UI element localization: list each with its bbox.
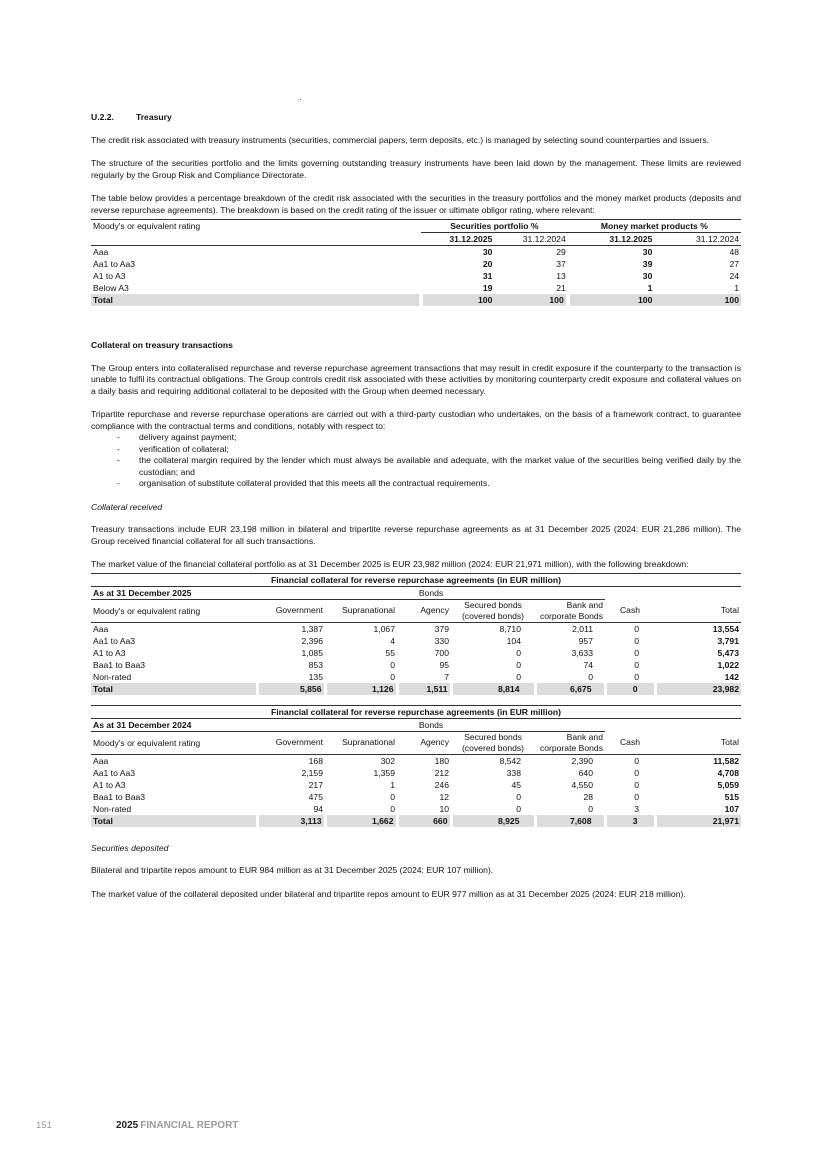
table-cell: 1	[390, 779, 395, 790]
as-at-label: As at 31 December 2025	[91, 586, 257, 599]
total-value: 1,126	[325, 683, 397, 695]
table-cell: 0	[634, 791, 639, 802]
rating-value: 21	[556, 283, 566, 293]
rating-label: A1 to A3	[93, 647, 126, 658]
collateral-table	[91, 705, 741, 827]
rating-value: 30	[482, 247, 493, 257]
table-cell: 0	[516, 791, 521, 802]
total-value: 23,982	[655, 683, 741, 695]
table-cell: 74	[583, 659, 593, 670]
table-cell: 135	[308, 671, 323, 682]
table-row	[91, 791, 741, 803]
table-row	[91, 659, 741, 671]
table-cell: 0	[634, 779, 639, 790]
rating-label: A1 to A3	[93, 779, 126, 790]
rating-value: 48	[729, 247, 739, 257]
rating-value: 37	[556, 259, 566, 269]
column-header: Agency	[420, 605, 449, 615]
table-cell: 0	[634, 659, 639, 670]
table-cell: 12	[439, 791, 449, 802]
rating-table	[91, 219, 741, 306]
table-row	[91, 258, 741, 270]
total-label: Total	[91, 815, 257, 827]
table-cell: 4	[390, 635, 395, 646]
table-cell: 0	[516, 647, 521, 658]
total-row	[91, 815, 741, 827]
paragraph: Tripartite repurchase and reverse repurchase operations are carried out with a third-party custodian who undertakes, on the basis of a framework contract, to guarantee compliance with the contractual terms and conditions, notably with respect to:	[91, 409, 741, 431]
rating-value: 27	[729, 259, 739, 269]
total-value: 100	[654, 294, 741, 306]
table-cell: 1,085	[301, 647, 323, 658]
rating-label: Aa1 to Aa3	[93, 767, 136, 778]
paragraph: The market value of the financial collateral portfolio as at 31 December 2025 is EUR 23,982 million (2024: EUR 21,971 million), with the following breakdown:	[91, 559, 689, 569]
rating-value: 31	[482, 271, 493, 281]
rating-value: 20	[482, 259, 493, 269]
table-cell: 0	[634, 755, 639, 766]
table-cell: 1,067	[373, 623, 395, 634]
table-cell: 957	[578, 635, 593, 646]
total-value: 100	[421, 294, 494, 306]
paragraph: The structure of the securities portfolio and the limits governing outstanding treasury instruments have been laid down by the management. These limits are reviewed regularly by the Group Risk and Compliance Directorate.	[91, 158, 741, 180]
table-cell: 2,011	[572, 623, 593, 634]
table-cell: 107	[724, 803, 739, 814]
table-cell: 2,390	[571, 755, 593, 766]
column-header: Bank and corporate Bonds	[539, 731, 603, 753]
paragraph: Treasury transactions include EUR 23,198 million in bilateral and tripartite reverse repurchase agreements as at 31 December 2025 (2024: EUR 21,286 million). The Group received financial collateral for all such transactions.	[91, 524, 741, 546]
total-value: 8,814	[451, 683, 535, 695]
table-row	[91, 754, 741, 767]
table-cell: 28	[583, 791, 593, 802]
table-row	[91, 282, 741, 294]
year-header: 31.12.2024	[522, 234, 566, 244]
paragraph: The market value of the collateral deposited under bilateral and tripartite repos amount to EUR 977 million as at 31 December 2025 (2024: EUR 218 million).	[91, 888, 686, 899]
page-number: 151	[36, 1120, 52, 1131]
column-header: Cash	[619, 737, 641, 748]
table-cell: 212	[434, 767, 449, 778]
total-label: Total	[91, 294, 421, 306]
paragraph: The table below provides a percentage breakdown of the credit risk associated with the securities in the treasury portfolios and the money market products (deposits and reverse repurchase agreements). The breakdown is based on the credit rating of the issuer or ultimate obligor rating, where relevant:	[91, 193, 741, 215]
money-market-group-header: Money market products %	[568, 220, 741, 233]
table-cell: 0	[390, 803, 395, 814]
conditions-list	[91, 432, 741, 490]
rating-label: Baa1 to Baa3	[93, 791, 146, 802]
table-title: Financial collateral for reverse repurchase agreements (in EUR million)	[271, 706, 561, 717]
paragraph: Bilateral and tripartite repos amount to EUR 984 million as at 31 December 2025 (2024: EUR 107 million).	[91, 865, 494, 875]
table-cell: 104	[506, 635, 521, 646]
rating-label: Aa1 to Aa3	[93, 259, 136, 269]
total-value: 0	[605, 683, 655, 695]
table-cell: 4,708	[717, 767, 739, 778]
table-cell: 5,473	[717, 647, 739, 658]
table-cell: 0	[390, 791, 395, 802]
column-header: Cash	[619, 605, 641, 616]
rating-label: Aa1 to Aa3	[93, 635, 136, 646]
total-value: 3	[605, 815, 655, 827]
total-value: 1,662	[325, 815, 397, 827]
column-header: Secured bonds (covered bonds)	[461, 731, 525, 753]
column-header: Bank and corporate Bonds	[539, 599, 603, 621]
table-cell: 5,059	[717, 779, 739, 790]
table-cell: 515	[724, 791, 739, 802]
table-cell: 330	[434, 635, 449, 646]
report-year: 2025	[116, 1120, 139, 1131]
column-header: Total	[720, 604, 739, 615]
securities-group-header: Securities portfolio %	[421, 220, 568, 233]
total-value: 5,856	[257, 683, 325, 695]
total-value: 8,925	[451, 815, 535, 827]
total-value: 3,113	[257, 815, 325, 827]
total-value: 100	[568, 294, 655, 306]
column-header: Supranational	[341, 605, 395, 615]
rating-label-header: Moody's or equivalent rating	[93, 605, 201, 616]
rating-label: Aaa	[93, 623, 109, 634]
list-item: - organisation of substitute collateral provided that this meets all the contractual requirements.	[91, 478, 741, 490]
rating-label: Aaa	[93, 247, 109, 257]
table-cell: 94	[313, 803, 323, 814]
total-value: 6,675	[535, 683, 605, 695]
table-cell: 0	[516, 671, 521, 682]
collateral-heading: Collateral on treasury transactions	[91, 340, 233, 350]
table-cell: 0	[634, 623, 639, 634]
table-cell: 0	[516, 803, 521, 814]
table-row	[91, 803, 741, 815]
table-cell: 1,022	[717, 659, 739, 670]
table-cell: 8,710	[499, 623, 521, 634]
table-cell: 1,387	[301, 623, 323, 634]
table-cell: 7	[444, 671, 449, 682]
rating-value: 19	[482, 283, 493, 293]
table-cell: 0	[634, 671, 639, 682]
table-row	[91, 671, 741, 683]
table-cell: 338	[506, 767, 521, 778]
year-header: 31.12.2025	[609, 234, 653, 244]
column-header: Government	[275, 605, 323, 615]
table-cell: 700	[434, 647, 449, 658]
table-cell: 8,542	[499, 755, 521, 766]
rating-value: 1	[734, 283, 739, 293]
table-title: Financial collateral for reverse repurchase agreements (in EUR million)	[271, 574, 561, 585]
table-cell: 180	[434, 755, 449, 766]
rating-label: Non-rated	[93, 671, 132, 682]
section-heading	[91, 112, 741, 124]
collateral-table	[91, 573, 741, 695]
report-name: FINANCIAL REPORT	[140, 1120, 239, 1131]
total-label: Total	[91, 683, 257, 695]
total-value: 100	[494, 294, 567, 306]
table-cell: 4,550	[571, 779, 593, 790]
table-cell: 475	[308, 791, 323, 802]
rating-value: 24	[729, 271, 739, 281]
total-row	[91, 683, 741, 695]
rating-label: A1 to A3	[93, 271, 126, 281]
table-cell: 640	[578, 767, 593, 778]
table-cell: 13,554	[712, 623, 739, 634]
collateral-tables	[91, 573, 741, 827]
column-header: Agency	[420, 737, 449, 747]
collateral-received-heading: Collateral received	[91, 501, 163, 512]
list-item: - the collateral margin required by the lender which must always be available and adequate, with the market value of the securities being verified daily by the custodian; and	[91, 455, 741, 478]
table-cell: 217	[308, 779, 323, 790]
total-value: 21,971	[655, 815, 741, 827]
table-cell: 3,633	[571, 647, 593, 658]
rating-value: 1	[647, 283, 653, 293]
securities-deposited-heading: Securities deposited	[91, 842, 169, 853]
total-value: 660	[397, 815, 451, 827]
table-cell: 2,396	[301, 635, 323, 646]
table-cell: 10	[439, 803, 449, 814]
rating-value: 29	[556, 247, 566, 257]
stray-dot	[300, 99, 301, 100]
paragraph: The credit risk associated with treasury instruments (securities, commercial papers, term deposits, etc.) is managed by selecting sound counterparties and issuers.	[91, 134, 710, 145]
table-row	[91, 622, 741, 635]
table-cell: 0	[588, 671, 593, 682]
bonds-group-header: Bonds	[257, 586, 605, 599]
page-content	[91, 112, 741, 912]
table-cell: 246	[434, 779, 449, 790]
paragraph: The Group enters into collateralised repurchase and reverse repurchase agreement transactions that may result in credit exposure if the counterparty to the transaction is unable to fulfil its contractual obligations. The Group controls credit risk associated with these activities by monitoring counterparty credit exposure and collateral values on a daily basis and requiring additional collateral to be deposited with the Group when deemed necessary.	[91, 362, 741, 396]
table-cell: 853	[308, 659, 323, 670]
rating-value: 13	[556, 271, 566, 281]
column-header: Total	[720, 736, 739, 747]
table-cell: 142	[724, 671, 739, 682]
table-cell: 95	[439, 659, 449, 670]
table-cell: 0	[390, 671, 395, 682]
table-cell: 0	[516, 659, 521, 670]
table-cell: 3	[634, 803, 639, 814]
table-cell: 55	[385, 647, 395, 658]
total-value: 7,608	[535, 815, 605, 827]
rating-label: Baa1 to Baa3	[93, 659, 146, 670]
year-header: 31.12.2024	[695, 234, 739, 244]
column-header: Government	[275, 737, 323, 747]
table-row	[91, 270, 741, 282]
table-cell: 0	[634, 647, 639, 658]
table-cell: 0	[390, 659, 395, 670]
rating-value: 39	[642, 259, 653, 269]
table-cell: 3,791	[717, 635, 739, 646]
table-cell: 168	[308, 755, 323, 766]
table-row	[91, 635, 741, 647]
table-cell: 11,582	[713, 755, 739, 766]
section-title: Treasury	[135, 112, 172, 122]
as-at-label: As at 31 December 2024	[91, 718, 257, 731]
table-cell: 379	[434, 623, 449, 634]
table-row	[91, 767, 741, 779]
column-header: Supranational	[341, 737, 395, 747]
table-cell: 0	[588, 803, 593, 814]
rating-label: Non-rated	[93, 803, 132, 814]
rating-label-header: Moody's or equivalent rating	[93, 737, 201, 748]
table-row	[91, 647, 741, 659]
total-value: 1,511	[397, 683, 451, 695]
table-cell: 2,159	[301, 767, 323, 778]
list-item: - verification of collateral;	[91, 444, 741, 456]
table-cell: 45	[511, 779, 521, 790]
page-footer	[36, 1120, 238, 1131]
rating-label: Aaa	[93, 755, 109, 766]
table-cell: 302	[380, 755, 395, 766]
year-header: 31.12.2025	[449, 234, 493, 244]
column-header: Secured bonds (covered bonds)	[461, 599, 525, 621]
bonds-group-header: Bonds	[257, 718, 605, 731]
list-item: - delivery against payment;	[91, 432, 741, 444]
table-cell: 0	[634, 635, 639, 646]
rating-value: 30	[642, 271, 653, 281]
table-row	[91, 246, 741, 259]
table-cell: 0	[634, 767, 639, 778]
table-row	[91, 779, 741, 791]
rating-value: 30	[642, 247, 653, 257]
rating-label-header: Moody's or equivalent rating	[93, 221, 201, 232]
table-cell: 1,359	[373, 767, 395, 778]
section-number: U.2.2.	[91, 112, 114, 122]
total-row	[91, 294, 741, 306]
rating-label: Below A3	[93, 283, 129, 293]
